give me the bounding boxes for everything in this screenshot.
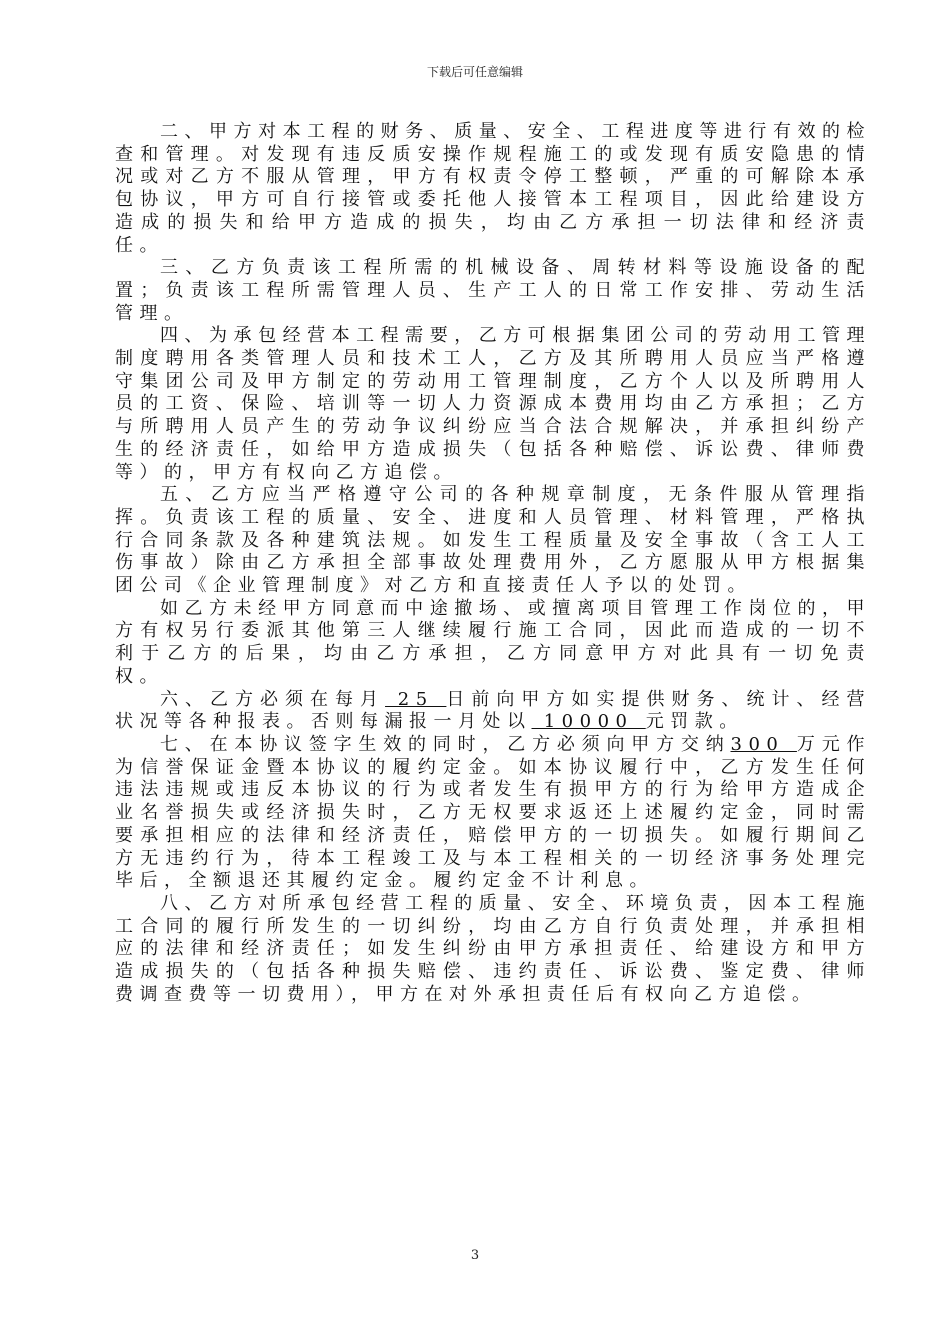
clause-text: 七、在本协议签字生效的同时，乙方必须向甲方交纳 (160, 733, 731, 755)
document-body (115, 121, 871, 1006)
clause-text: 万元作为信誉保证金暨本协议的履约定金。如本协议履行中，乙方发生任何违法违规或违反本协议的行为或者发生有损甲方的行为给甲方造成企业名誉损失或经济损失时，乙方无权要求返还上述履约定金，同时需要承担相应的法律和经济责任，赔偿甲方的一切损失。如履行期间乙方无违约行为，待本工程竣工及与本工程相关的一切经济事务处理完毕后，全额退还其履约定金。履约定金不计利息。 (115, 733, 872, 892)
page-header: 下载后可任意编辑 (426, 65, 523, 79)
clause-text: 八、乙方对所承包经营工程的质量、安全、环境负责，因本工程施工合同的履行所发生的一切纠纷，均由乙方自行负责处理，并承担相应的法律和经济责任；如发生纠纷由甲方承担责任、给建设方和甲方造成损失的（包括各种损失赔偿、违约责任、诉讼费、鉴定费、律师费调查费等一切费用），甲方在对外承担责任后有权向乙方追偿。 (115, 892, 871, 1005)
clause-paragraph (115, 734, 871, 893)
clause-text: 五、乙方应当严格遵守公司的各种规章制度，无条件服从管理指挥。负责该工程的质量、安全、进度和人员管理、材料管理，严格执行合同条款及各种建筑法规。如发生工程质量及安全事故（含工人工伤事故）除由乙方承担全部事故处理费用外，乙方愿服从甲方根据集团公司《企业管理制度》对乙方和直接责任人予以的处罚。 (115, 484, 871, 597)
clause-text: 日前向甲方如实提供财务、统计、经营状况等各种报表。否则每漏报一月处以 (115, 688, 871, 733)
clause-paragraph (115, 121, 871, 257)
clause-text: 六、乙方必须在每月 (160, 688, 386, 710)
underlined-value: 300 (730, 733, 797, 755)
clause-text: 如乙方未经甲方同意而中途撤场、或擅离项目管理工作岗位的，甲方有权另行委派其他第三人继续履行施工合同，因此而造成的一切不利于乙方的后果，均由乙方承担，乙方同意甲方对此具有一切免责权。 (115, 597, 871, 687)
clause-paragraph (115, 484, 871, 598)
clause-text: 二、甲方对本工程的财务、质量、安全、工程进度等进行有效的检查和管理。对发现有违反质安操作规程施工的或发现有质安隐患的情况或对乙方不服从管理，甲方有权责令停工整顿，严重的可解除本承包协议，甲方可自行接管或委托他人接管本工程项目，因此给建设方造成的损失和给甲方造成的损失，均由乙方承担一切法律和经济责任。 (115, 121, 871, 256)
clause-paragraph (115, 893, 871, 1007)
clause-text: 四、为承包经营本工程需要，乙方可根据集团公司的劳动用工管理制度聘用各类管理人员和技术工人，乙方及其所聘用人员应当严格遵守集团公司及甲方制定的劳动用工管理制度，乙方个人以及所聘用人员的工资、保险、培训等一切人力资源成本费用均由乙方承担；乙方与所聘用人员产生的劳动争议纠纷应当合法合规解决，并承担纠纷产生的经济责任，如给甲方造成损失（包括各种赔偿、诉讼费、律师费等）的，甲方有权向乙方追偿。 (115, 325, 871, 483)
clause-text: 三、乙方负责该工程所需的机械设备、周转材料等设施设备的配置；负责该工程所需管理人员、生产工人的日常工作安排、劳动生活管理。 (115, 257, 871, 324)
clause-paragraph (115, 598, 871, 689)
underlined-value: 25 (385, 688, 447, 710)
clause-paragraph (115, 257, 871, 325)
clause-text: 元罚款。 (645, 711, 744, 733)
clause-paragraph (115, 325, 871, 484)
clause-paragraph (115, 689, 871, 734)
page-number: 3 (470, 1248, 480, 1263)
underlined-value: 10000 (531, 711, 646, 733)
